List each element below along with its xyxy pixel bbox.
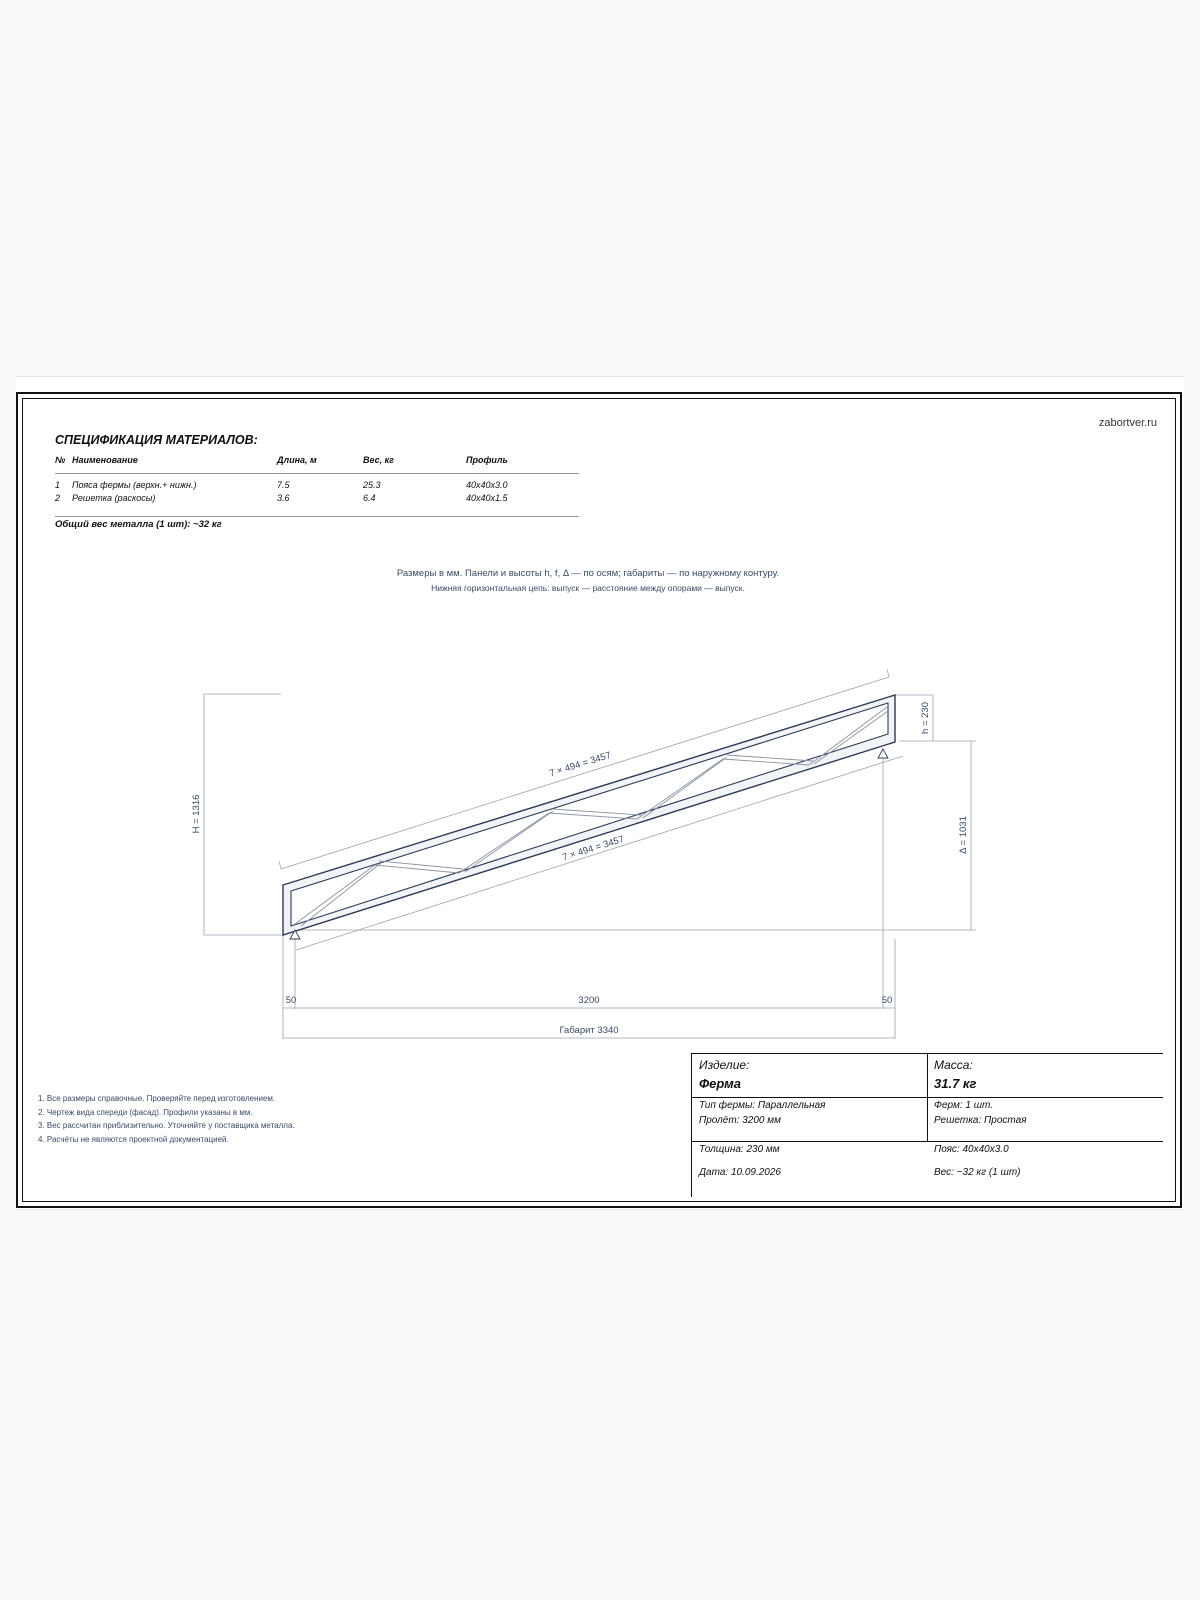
title-block-divider (927, 1054, 928, 1142)
thickness-value: Толщина: 230 мм (699, 1144, 780, 1155)
note-item: 3. Вес рассчитан приблизительно. Уточняйте у поставщика металла. (38, 1121, 295, 1130)
spec-cell-length: 3.6 (277, 493, 290, 503)
spec-cell-no: 2 (55, 493, 61, 503)
bottom-chord-label: 7 × 494 = 3457 (561, 833, 626, 864)
title-block-divider (692, 1097, 1163, 1098)
mass-value: 31.7 кг (934, 1076, 977, 1091)
inner-frame (22, 398, 1176, 1202)
h-label: h = 230 (920, 702, 931, 734)
left-overhang-label: 50 (285, 995, 297, 1006)
drawing-sheet (16, 376, 1184, 1210)
spec-header-length: Длина, м (277, 455, 317, 465)
note-item: 2. Чертеж вида спереди (фасад). Профили указаны в мм. (38, 1107, 253, 1117)
spec-cell-weight: 25.3 (363, 480, 381, 490)
date-value: Дата: 10.09.2026 (699, 1167, 781, 1178)
spec-header-name: Наименование (72, 455, 138, 465)
truss (283, 695, 895, 935)
weight-value: Вес: ~32 кг (1 шт) (934, 1167, 1021, 1178)
span-label: 3200 (578, 995, 600, 1006)
spec-cell-profile: 40x40x1.5 (466, 493, 508, 503)
spec-cell-weight: 6.4 (363, 493, 376, 503)
note-item: 4. Расчёты не являются проектной документацией. (38, 1134, 229, 1144)
outer-frame (16, 392, 1182, 1208)
truss-count: Ферм: 1 шт. (934, 1100, 994, 1111)
support-right-icon (878, 749, 888, 758)
notes-list (38, 1092, 295, 1146)
overall-label: Габарит 3340 (559, 1025, 619, 1036)
title-block-divider (692, 1141, 1163, 1142)
spec-cell-no: 1 (55, 480, 61, 490)
spec-total: Общий вес металла (1 шт): ~32 кг (55, 519, 222, 530)
product-label: Изделие: (699, 1058, 750, 1072)
span-value: Пролёт: 3200 мм (699, 1115, 781, 1126)
spec-cell-name: Пояса фермы (верхн.+ нижн.) (72, 480, 197, 490)
delta-label: Δ = 1031 (958, 816, 969, 854)
mass-label: Масса: (934, 1058, 973, 1072)
spec-cell-length: 7.5 (277, 480, 290, 490)
spec-title: СПЕЦИФИКАЦИЯ МАТЕРИАЛОВ: (55, 433, 258, 447)
note-item: 1. Все размеры справочные. Проверяйте перед изготовлением. (38, 1094, 276, 1103)
spec-cell-profile: 40x40x3.0 (466, 480, 508, 490)
truss-inner-contour (291, 703, 888, 926)
truss-type: Тип фермы: Параллельная (699, 1100, 826, 1111)
top-chord-dim-tick (279, 861, 281, 869)
chord-profile: Пояс: 40x40x3.0 (934, 1144, 1009, 1155)
spec-header-weight: Вес, кг (363, 455, 394, 465)
H-label: H = 1316 (191, 794, 202, 834)
spec-header-profile: Профиль (466, 455, 508, 465)
site-label: zabortver.ru (1098, 417, 1157, 429)
spec-header-no: № (55, 455, 66, 465)
top-chord-dim-tick (887, 669, 889, 677)
product-value: Ферма (699, 1076, 741, 1091)
top-chord-label: 7 × 494 = 3457 (548, 749, 613, 780)
lattice-type: Решетка: Простая (934, 1115, 1027, 1126)
drawing-note-2: Нижняя горизонтальная цепь: выпуск — расстояние между опорами — выпуск. (431, 583, 745, 593)
drawing-note-1: Размеры в мм. Панели и высоты h, f, Δ — по осям; габариты — по наружному контуру. (396, 568, 780, 579)
title-block (691, 1053, 1163, 1197)
spec-cell-name: Решетка (раскосы) (72, 493, 156, 503)
right-overhang-label: 50 (881, 995, 893, 1006)
